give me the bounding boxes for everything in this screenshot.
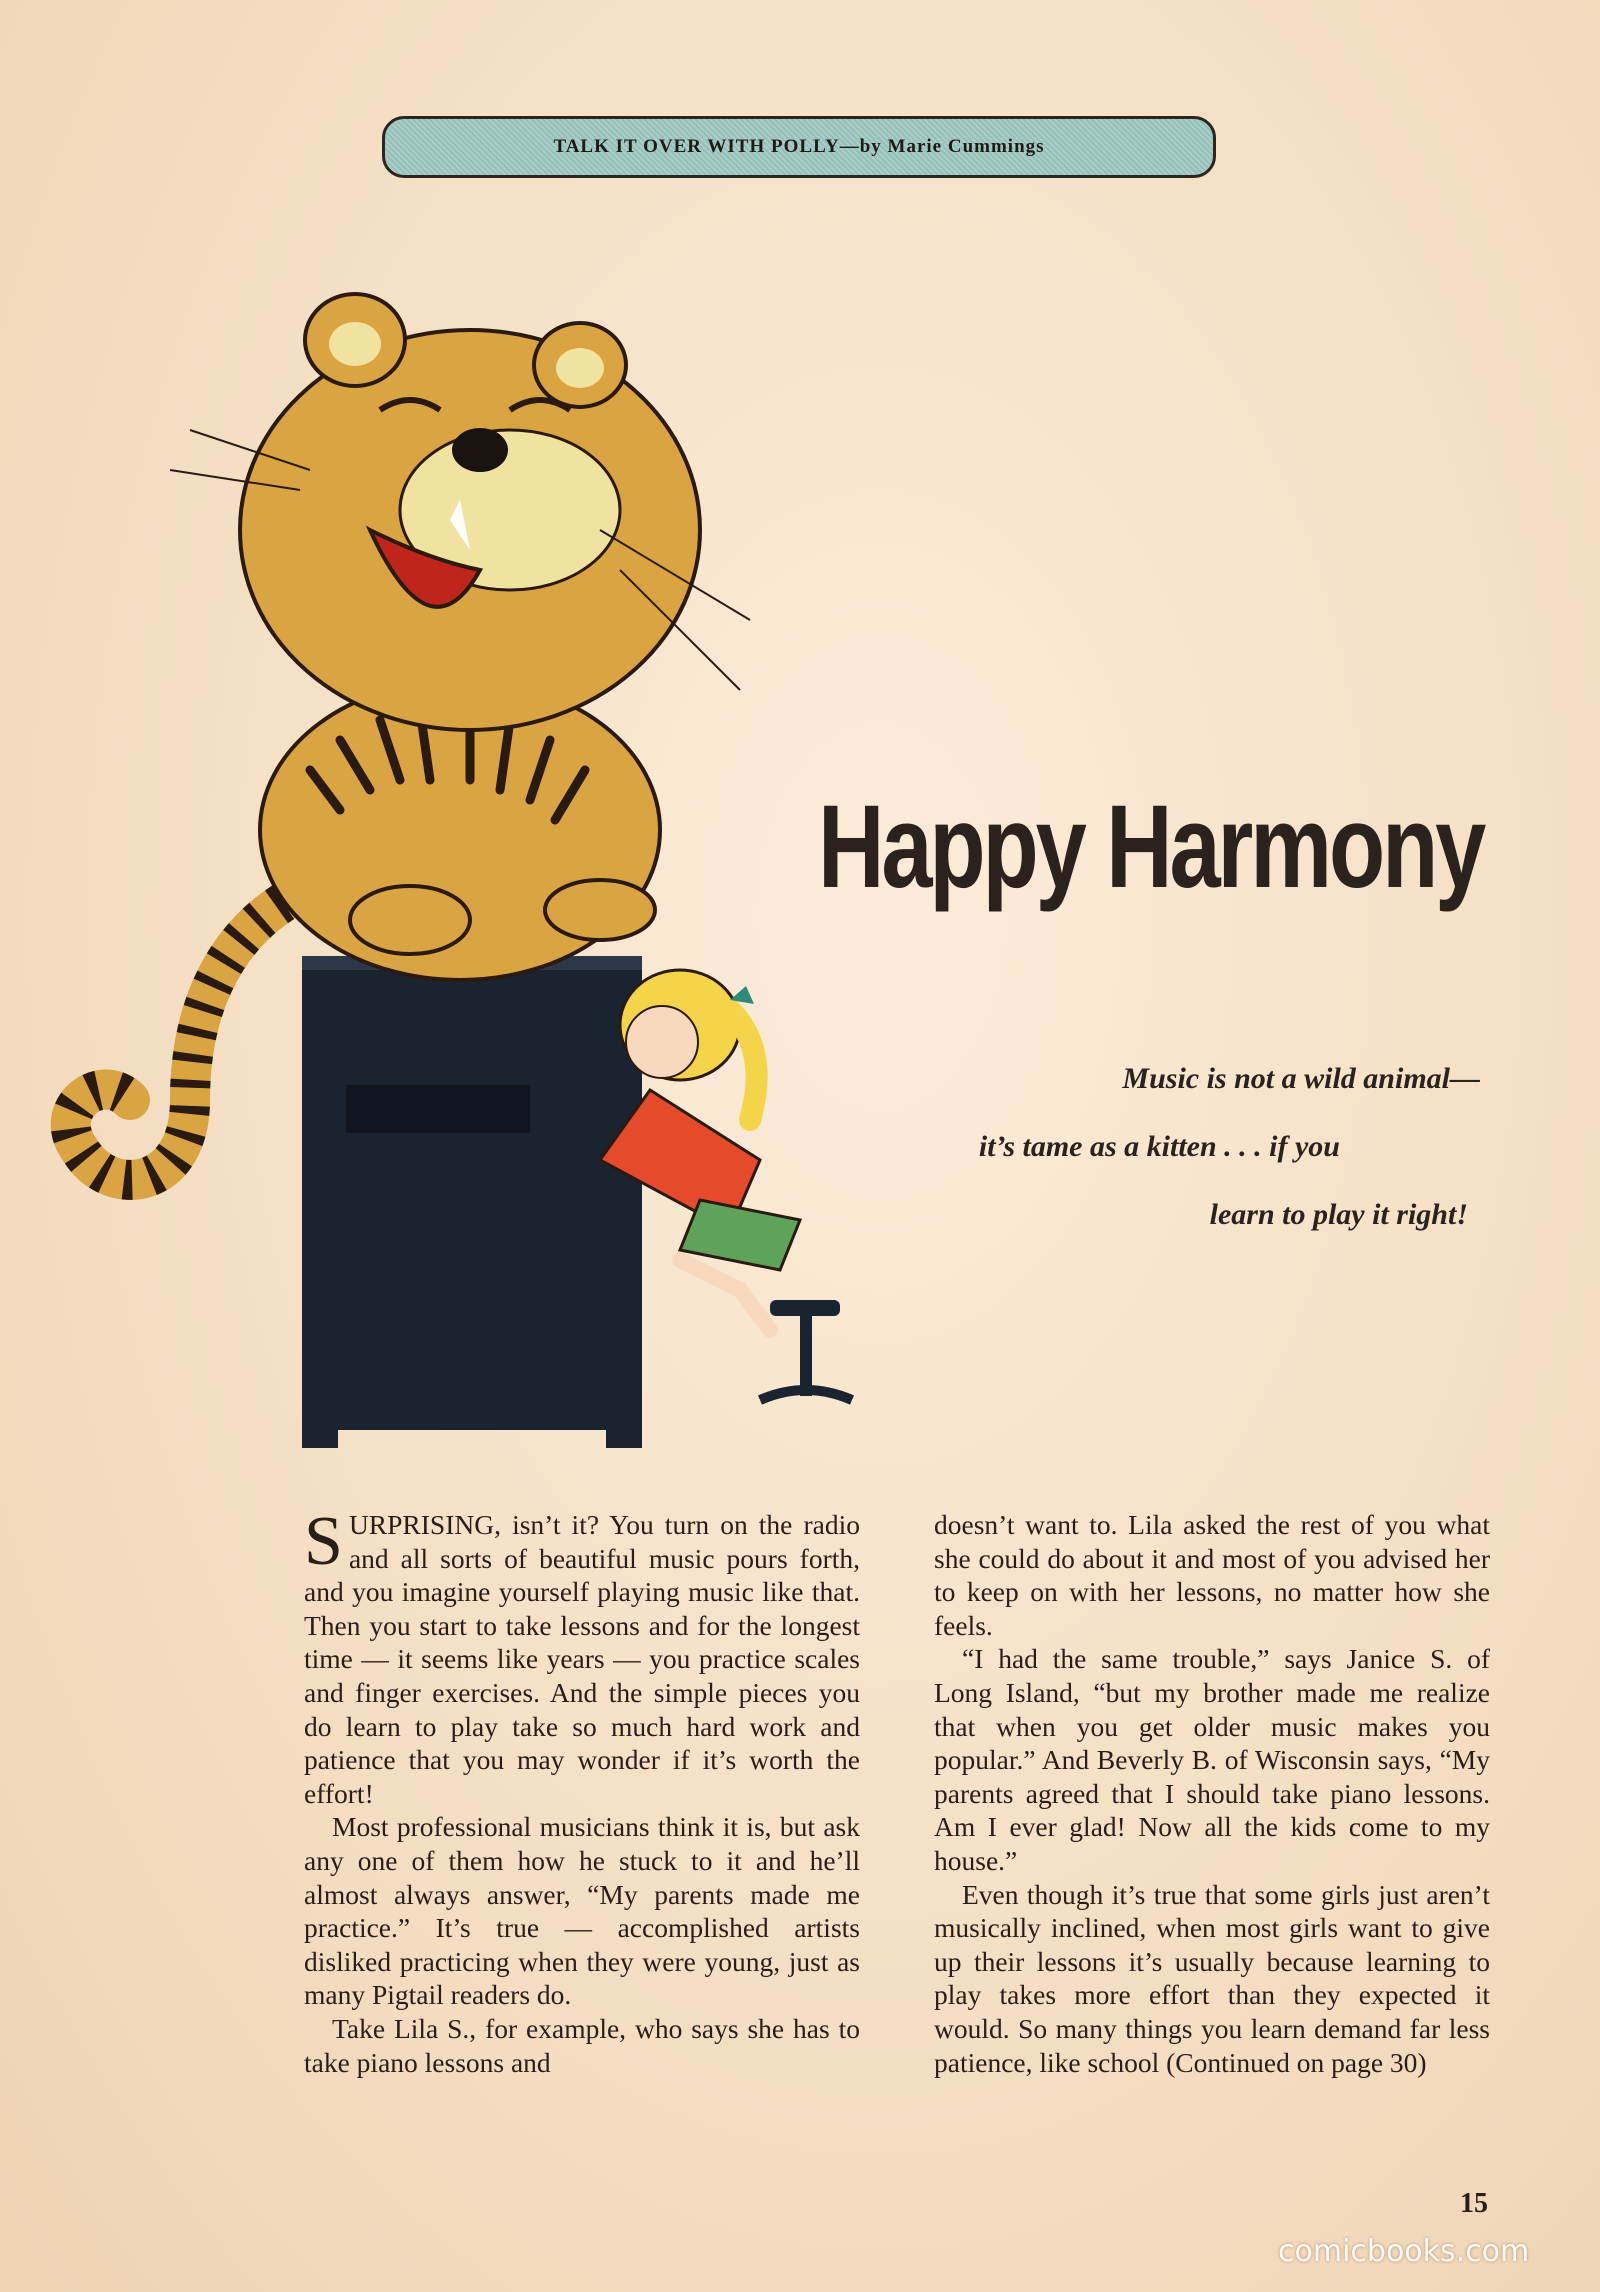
watermark: comicbooks.com [1278,2234,1530,2269]
subtitle-line-3: learn to play it right! [1209,1198,1468,1231]
page-number: 15 [1460,2188,1488,2219]
paragraph-text: URPRISING, isn’t it? You turn on the radio and all sorts of beautiful music pours forth, and you imagine yourself playing music like that. Then you start to take lessons and for the longest time — it seems like years — you practice scales and finger exercises. And the simple pieces you do learn to play take so much hard work and patience that you may wonder if it’s worth the effort! [304,1509,860,1809]
article-column-1 [304,1503,860,2079]
paragraph: Take Lila S., for example, who says she has to take piano lessons and [304,2012,860,2078]
subtitle-line-2: it’s tame as a kitten . . . if you [978,1130,1340,1163]
tiger-piano-illustration [40,270,900,1470]
paragraph: “I had the same trouble,” says Janice S. of Long Island, “but my brother made me realize that when you get older music makes you popular.” And Beverly B. of Wisconsin says, “My parents agreed that I should take piano lessons. Am I ever glad! Now all the kids come to my house.” [934,1643,1490,1876]
article-title: Happy Harmony [818,781,1484,913]
banner-text: TALK IT OVER WITH POLLY—by Marie Cummings [553,136,1045,157]
piano [302,956,642,1430]
paragraph: Most professional musicians think it is, but ask any one of them how he stuck to it and he’ll almost always answer, “My parents made me practice.” It’s true — accomplished artists disliked practicing when they were young, just as many Pigtail readers do. [304,1811,860,2011]
header-banner [382,116,1216,178]
paragraph: doesn’t want to. Lila asked the rest of you what she could do about it and most of you advised her to keep on with her lessons, no matter how she feels. [934,1509,1490,1641]
article-column-2 [934,1508,1490,2079]
paragraph [304,1503,860,1810]
paragraph: Even though it’s true that some girls just aren’t musically inclined, when most girls want to give up their lessons it’s usually because learning to play takes more effort than they expected it would. So many things you learn demand far less patience, like school (Continued on page 30) [934,1878,1490,2078]
subtitle-line-1: Music is not a wild animal— [1122,1062,1480,1095]
drop-cap: S [304,1503,343,1580]
